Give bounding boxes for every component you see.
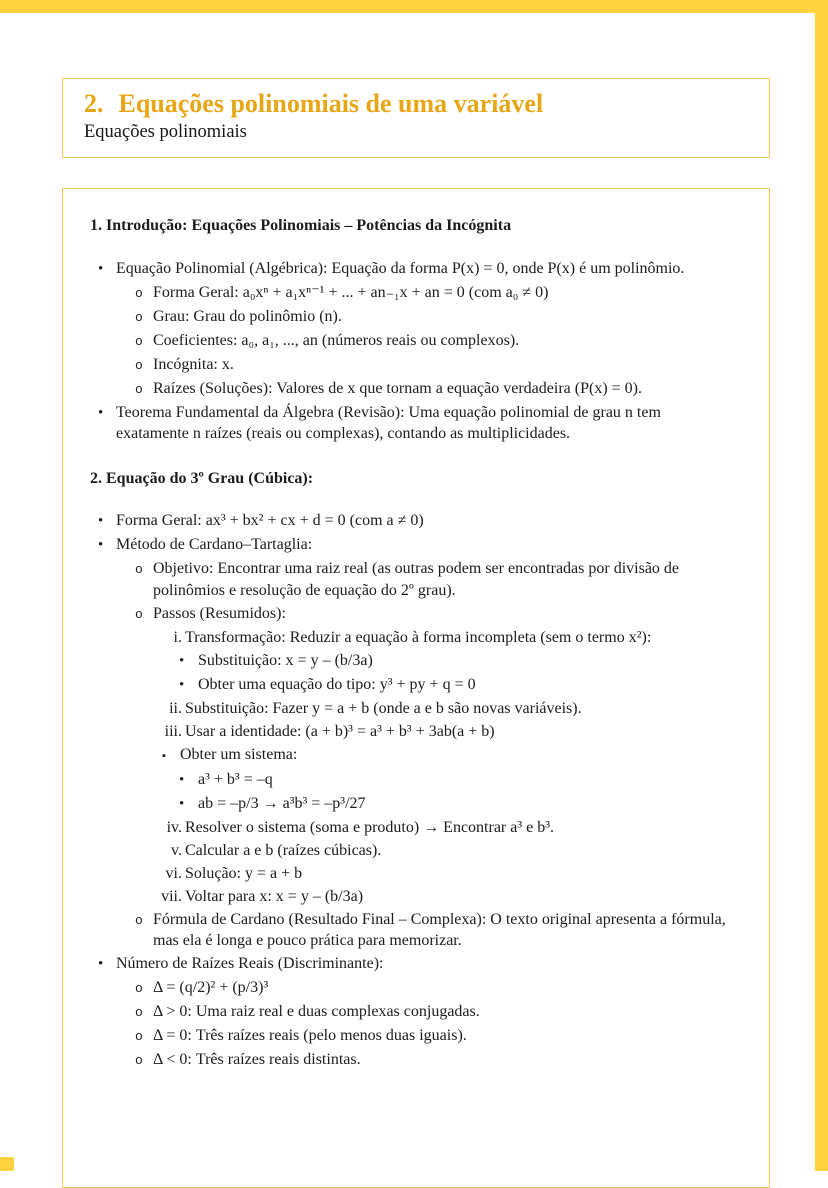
line-text: Usar a identidade: (a + b)³ = a³ + b³ + 3ab(a + b) [185,722,495,740]
roman-numeral-marker: i. [173,628,182,646]
list-item [90,354,737,377]
line-text: Método de Cardano–Tartaglia: [116,536,313,553]
list-item [90,603,737,626]
list-item [90,650,737,673]
list-item [90,863,737,885]
line-text: Incógnita: x. [153,355,234,373]
line-text: Grau: Grau do polinômio (n). [153,307,342,325]
line-text: Objetivo: Encontrar uma raiz real (as outras podem ser encontradas por divisão de polinômios e resolução de equação do 2º grau). [153,560,680,599]
list-item [90,840,737,862]
document-body [90,215,737,1072]
bullet-marker: o [135,981,143,996]
list-item [90,817,737,839]
line-text: a³ + b³ = –q [198,770,273,788]
list-item [90,330,737,353]
bullet-marker: • [98,956,104,972]
roman-numeral-marker: iv. [166,818,182,836]
page-title [84,89,749,119]
line-text: Teorema Fundamental da Álgebra (Revisão): Uma equação polinomial de grau n tem exatamente n raízes (reais ou complexas), contando as multiplicidades. [116,403,661,442]
roman-numeral-marker: v. [171,841,182,859]
bullet-marker: o [135,1029,143,1044]
list-item [90,258,737,281]
list-item [90,1049,737,1072]
line-text: Substituição: x = y – (b/3a) [198,651,373,669]
list-item [90,378,737,401]
line-text: Número de Raízes Reais (Discriminante): [116,955,384,972]
list-item [90,977,737,1000]
bullet-marker: o [135,1005,143,1020]
bottom-left-accent-square [0,1157,14,1171]
line-text: Passos (Resumidos): [153,604,286,622]
list-item [90,721,737,743]
line-text: Calcular a e b (raízes cúbicas). [185,841,382,859]
bullet-marker: o [135,562,143,577]
bullet-marker: o [135,381,143,397]
list-item [90,534,737,557]
line-text: Δ = 0: Três raízes reais (pelo menos duas iguais). [153,1027,467,1044]
bullet-marker: • [179,771,185,788]
top-accent-bar [0,0,828,13]
bullet-marker: o [135,357,143,373]
line-text: ab = –p/3 → a³b³ = –p³/27 [198,794,366,812]
bullet-marker: • [98,537,104,553]
line-text: Substituição: Fazer y = a + b (onde a e b são novas variáveis). [185,699,582,717]
line-text: Transformação: Reduzir a equação à forma incompleta (sem o termo x²): [185,628,652,646]
list-item [90,886,737,908]
list-item [90,558,737,601]
line-text: Δ = (q/2)² + (p/3)³ [153,979,269,996]
list-item [90,402,737,445]
line-text: Resolver o sistema (soma e produto) → Encontrar a³ e b³. [185,818,555,836]
line-text: Solução: y = a + b [185,864,303,882]
bullet-marker: • [98,260,104,277]
bullet-marker: ▪ [162,749,166,762]
bullet-marker: o [135,912,143,928]
bullet-marker: • [179,676,185,693]
line-text: Obter uma equação do tipo: y³ + py + q = 0 [198,675,476,693]
roman-numeral-marker: vii. [161,887,182,905]
line-text: Obter um sistema: [180,745,298,763]
right-accent-bar [815,0,828,1171]
list-item [90,627,737,649]
list-item [90,698,737,720]
roman-numeral-marker: ii. [169,699,182,717]
bullet-marker: o [135,333,143,349]
list-item [90,909,737,952]
line-text: Forma Geral: ax³ + bx² + cx + d = 0 (com a ≠ 0) [116,512,424,529]
notes-card [62,188,770,1188]
bullet-marker: o [135,1053,143,1068]
bullet-marker: • [179,652,185,669]
list-item [90,306,737,329]
roman-numeral-marker: vi. [165,864,182,882]
page-title-number: 2. [84,89,104,118]
line-text: Coeficientes: a₀, a₁, ..., an (números reais ou complexos). [153,331,520,349]
bullet-marker: o [135,606,143,622]
line-text: Δ > 0: Uma raiz real e duas complexas conjugadas. [153,1003,480,1020]
bullet-marker: o [135,309,143,325]
page-subtitle: Equações polinomiais [84,122,247,142]
line-text: 1. Introdução: Equações Polinomiais – Potências da Incógnita [90,217,512,234]
line-text: Fórmula de Cardano (Resultado Final – Complexa): O texto original apresenta a fórmula, mas ela é longa e pouco prática para memorizar. [153,910,726,949]
bullet-marker: o [135,285,143,301]
list-item [90,953,737,976]
list-item [90,282,737,305]
line-text: Voltar para x: x = y – (b/3a) [185,887,364,905]
list-item [90,1001,737,1024]
list-item [90,674,737,697]
line-text: Forma Geral: a₀xⁿ + a₁xⁿ⁻¹ + ... + an₋₁x + an = 0 (com a₀ ≠ 0) [153,283,549,301]
list-item [90,510,737,533]
roman-numeral-marker: iii. [164,722,182,740]
bullet-marker: • [98,404,104,421]
line-text: Δ < 0: Três raízes reais distintas. [153,1051,361,1068]
section-heading [90,215,737,237]
line-text: Equação Polinomial (Algébrica): Equação da forma P(x) = 0, onde P(x) é um polinômio. [116,259,685,277]
list-item [90,793,737,816]
section-heading [90,468,737,490]
bullet-marker: • [179,795,185,812]
list-item [90,769,737,792]
title-card [62,78,770,158]
list-item [90,1025,737,1048]
bullet-marker: • [98,513,104,529]
line-text: Raízes (Soluções): Valores de x que tornam a equação verdadeira (P(x) = 0). [153,379,642,397]
line-text: 2. Equação do 3º Grau (Cúbica): [90,469,314,487]
page-title-text: Equações polinomiais de uma variável [118,89,544,118]
list-item [90,744,737,768]
